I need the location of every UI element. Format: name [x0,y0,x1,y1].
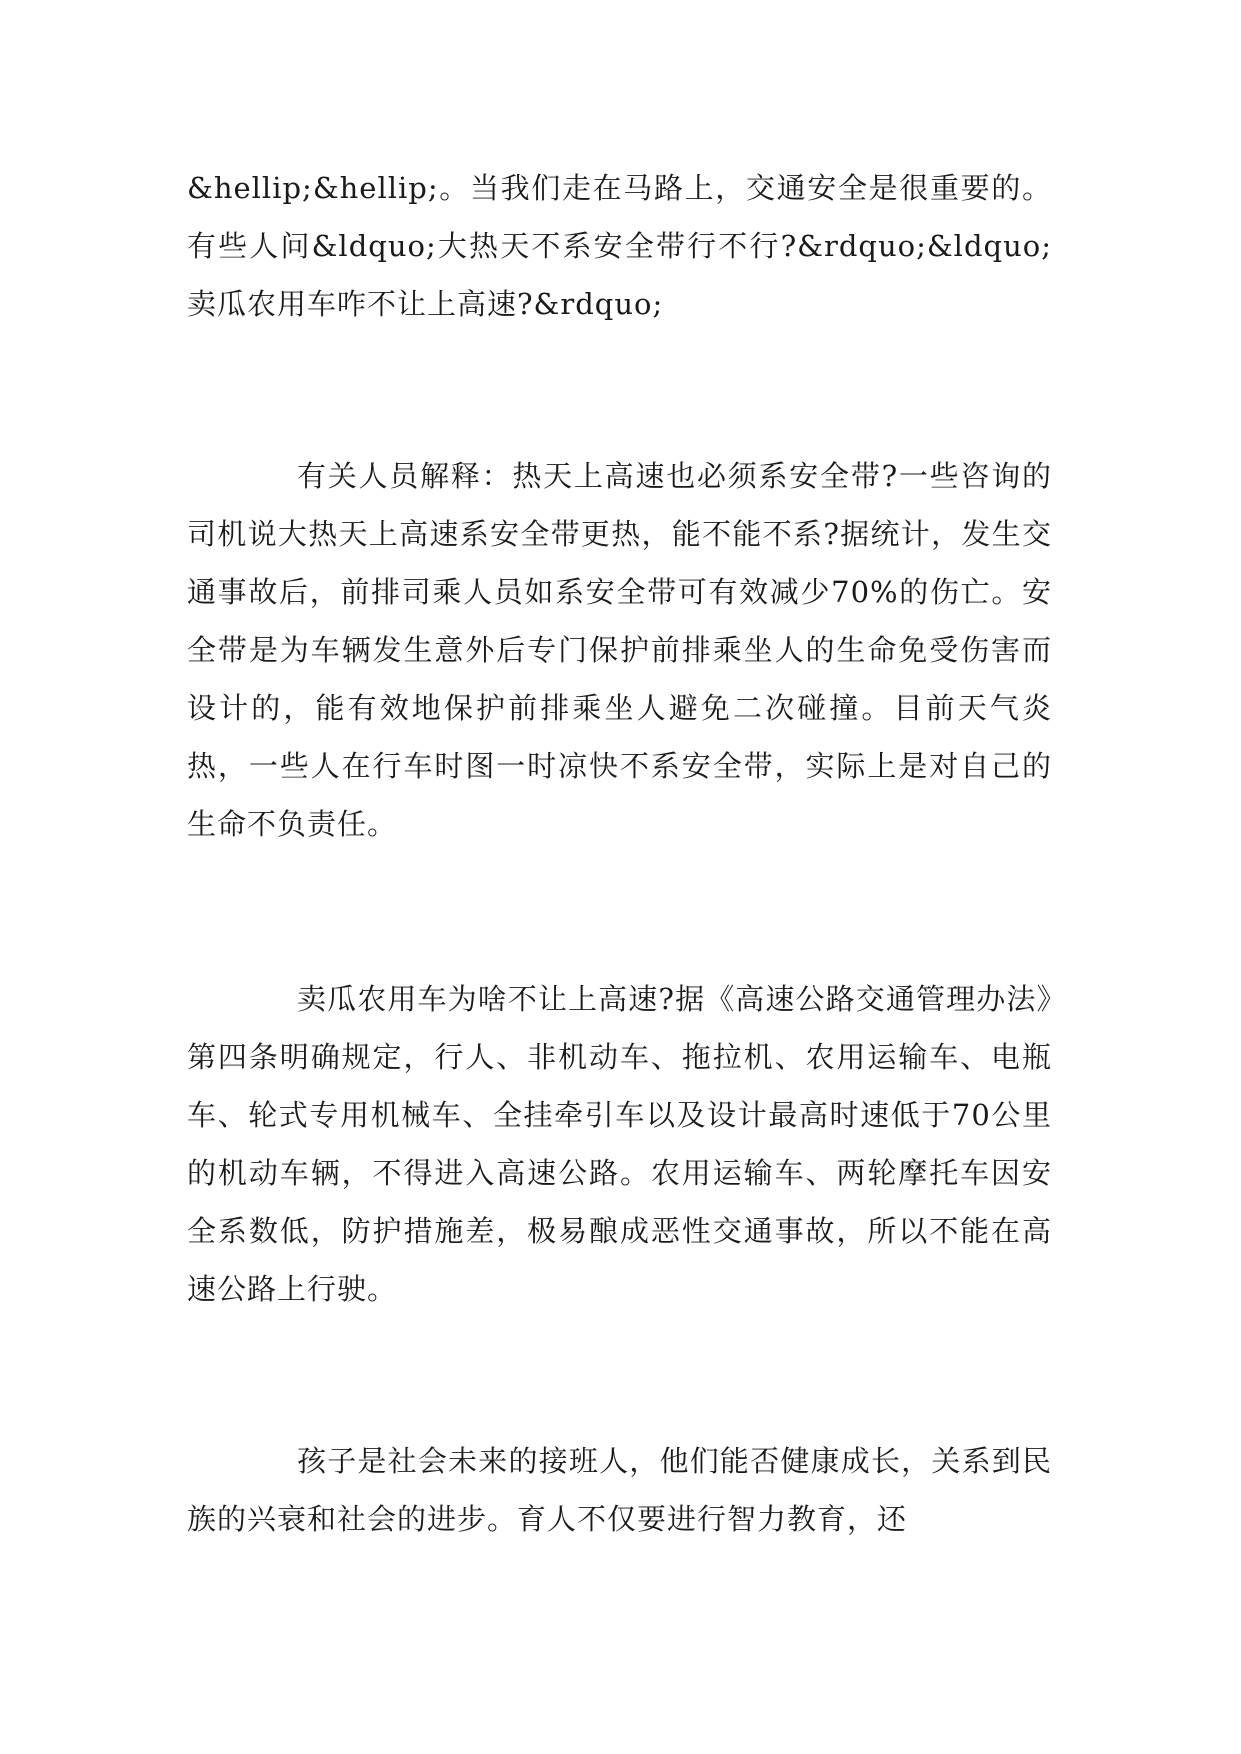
paragraph-1: &hellip;&hellip;。当我们走在马路上，交通安全是很重要的。有些人问&ldquo;大热天不系安全带行不行?&rdquo;&ldquo;卖瓜农用车咋不让上高速?&rdquo; [187,171,1052,321]
paragraph-2: 有关人员解释：热天上高速也必须系安全带?一些咨询的司机说大热天上高速系安全带更热，能不能不系?据统计，发生交通事故后，前排司乘人员如系安全带可有效减少70%的伤亡。安全带是为车辆发生意外后专门保护前排乘坐人的生命免受伤害而设计的，能有效地保护前排乘坐人避免二次碰撞。目前天气炎热，一些人在行车时图一时凉快不系安全带，实际上是对自己的生命不负责任。 [187,459,1052,841]
paragraph-3: 卖瓜农用车为啥不让上高速?据《高速公路交通管理办法》第四条明确规定，行人、非机动车、拖拉机、农用运输车、电瓶车、轮式专用机械车、全挂牵引车以及设计最高时速低于70公里的机动车辆，不得进入高速公路。农用运输车、两轮摩托车因安全系数低，防护措施差，极易酿成恶性交通事故，所以不能在高速公路上行驶。 [187,982,1052,1306]
paragraph-4: 孩子是社会未来的接班人，他们能否健康成长，关系到民族的兴衰和社会的进步。育人不仅要进行智力教育，还 [187,1444,1052,1536]
